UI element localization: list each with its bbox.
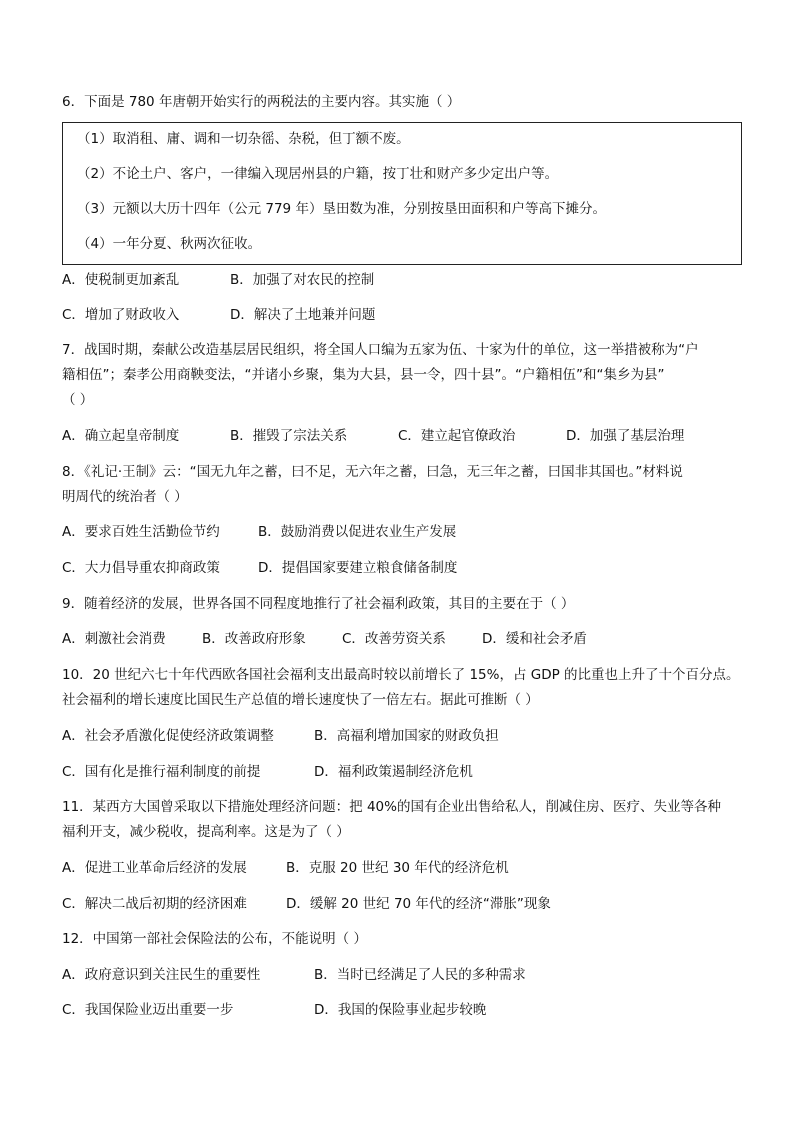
question-12-stem: 12．中国第一部社会保险法的公布，不能说明（ ） <box>62 931 367 947</box>
question-8-option-d[interactable]: D．提倡国家要建立粮食储备制度 <box>258 560 458 576</box>
question-12-option-a[interactable]: A．政府意识到关注民生的重要性 <box>62 967 261 983</box>
question-10-option-a[interactable]: A．社会矛盾激化促使经济政策调整 <box>62 728 274 744</box>
question-11-option-b[interactable]: B．克服 20 世纪 30 年代的经济危机 <box>286 860 509 876</box>
question-6-option-b[interactable]: B．加强了对农民的控制 <box>230 272 375 288</box>
question-6-material-box <box>62 122 742 265</box>
question-11-stem-line-2: 福利开支，减少税收，提高利率。这是为了（ ） <box>62 824 350 840</box>
question-7-option-d[interactable]: D．加强了基层治理 <box>566 428 685 444</box>
question-8-option-b[interactable]: B．鼓励消费以促进农业生产发展 <box>258 524 457 540</box>
material-line-1: （1）取消租、庸、调和一切杂徭、杂税，但丁额不废。 <box>77 131 410 147</box>
question-7-option-b[interactable]: B．摧毁了宗法关系 <box>230 428 348 444</box>
question-11-stem-line-1: 11．某西方大国曾采取以下措施处理经济问题：把 40%的国有企业出售给私人，削减住房、医疗、失业等各种 <box>62 799 721 815</box>
question-6-stem: 6．下面是 780 年唐朝开始实行的两税法的主要内容。其实施（ ） <box>62 94 461 110</box>
question-7-option-c[interactable]: C．建立起官僚政治 <box>398 428 516 444</box>
question-10-option-b[interactable]: B．高福利增加国家的财政负担 <box>314 728 499 744</box>
question-11-option-a[interactable]: A．促进工业革命后经济的发展 <box>62 860 247 876</box>
question-10-stem-line-1: 10．20 世纪六七十年代西欧各国社会福利支出最高时较以前增长了 15%，占 GDP 的比重也上升了十个百分点。 <box>62 667 740 683</box>
material-line-2: （2）不论土户、客户，一律编入现居州县的户籍，按丁壮和财产多少定出户等。 <box>77 166 559 182</box>
question-6-option-a[interactable]: A．使税制更加紊乱 <box>62 272 180 288</box>
question-9-option-a[interactable]: A．刺激社会消费 <box>62 631 166 647</box>
question-12-option-c[interactable]: C．我国保险业迈出重要一步 <box>62 1002 234 1018</box>
question-9-option-b[interactable]: B．改善政府形象 <box>202 631 306 647</box>
question-7-option-a[interactable]: A．确立起皇帝制度 <box>62 428 180 444</box>
question-6-option-d[interactable]: D．解决了土地兼并问题 <box>230 307 376 323</box>
question-9-option-d[interactable]: D．缓和社会矛盾 <box>482 631 587 647</box>
question-10-option-d[interactable]: D．福利政策遏制经济危机 <box>314 764 473 780</box>
question-12-option-d[interactable]: D．我国的保险事业起步较晚 <box>314 1002 487 1018</box>
question-7-stem-line-1: 7．战国时期，秦献公改造基层居民组织，将全国人口编为五家为伍、十家为什的单位，这一举措被称为“户 <box>62 342 699 358</box>
question-8-option-a[interactable]: A．要求百姓生活勤俭节约 <box>62 524 220 540</box>
question-12-option-b[interactable]: B．当时已经满足了人民的多种需求 <box>314 967 526 983</box>
question-9-stem: 9．随着经济的发展，世界各国不同程度地推行了社会福利政策，其目的主要在于（ ） <box>62 596 575 612</box>
question-10-stem-line-2: 社会福利的增长速度比国民生产总值的增长速度快了一倍左右。据此可推断（ ） <box>62 692 539 708</box>
material-line-3: （3）元额以大历十四年（公元 779 年）垦田数为准，分别按垦田面积和户等高下摊分。 <box>77 201 606 217</box>
question-7-stem-line-3: （ ） <box>62 392 94 408</box>
question-10-option-c[interactable]: C．国有化是推行福利制度的前提 <box>62 764 261 780</box>
question-8-option-c[interactable]: C．大力倡导重农抑商政策 <box>62 560 220 576</box>
question-6-option-c[interactable]: C．增加了财政收入 <box>62 307 180 323</box>
question-8-stem-line-1: 8．《礼记·王制》云：“国无九年之蓄，曰不足，无六年之蓄，曰急，无三年之蓄，曰国非其国也。”材料说 <box>62 464 683 480</box>
question-8-stem-line-2: 明周代的统治者（ ） <box>62 489 188 505</box>
question-7-stem-line-2: 籍相伍”；秦孝公用商鞅变法，“并诸小乡聚，集为大县，县一令，四十县”。“户籍相伍”和“集乡为县” <box>62 367 665 383</box>
question-11-option-c[interactable]: C．解决二战后初期的经济困难 <box>62 896 247 912</box>
material-line-4: （4）一年分夏、秋两次征收。 <box>77 236 262 252</box>
question-11-option-d[interactable]: D．缓解 20 世纪 70 年代的经济“滞胀”现象 <box>286 896 551 912</box>
question-9-option-c[interactable]: C．改善劳资关系 <box>342 631 446 647</box>
